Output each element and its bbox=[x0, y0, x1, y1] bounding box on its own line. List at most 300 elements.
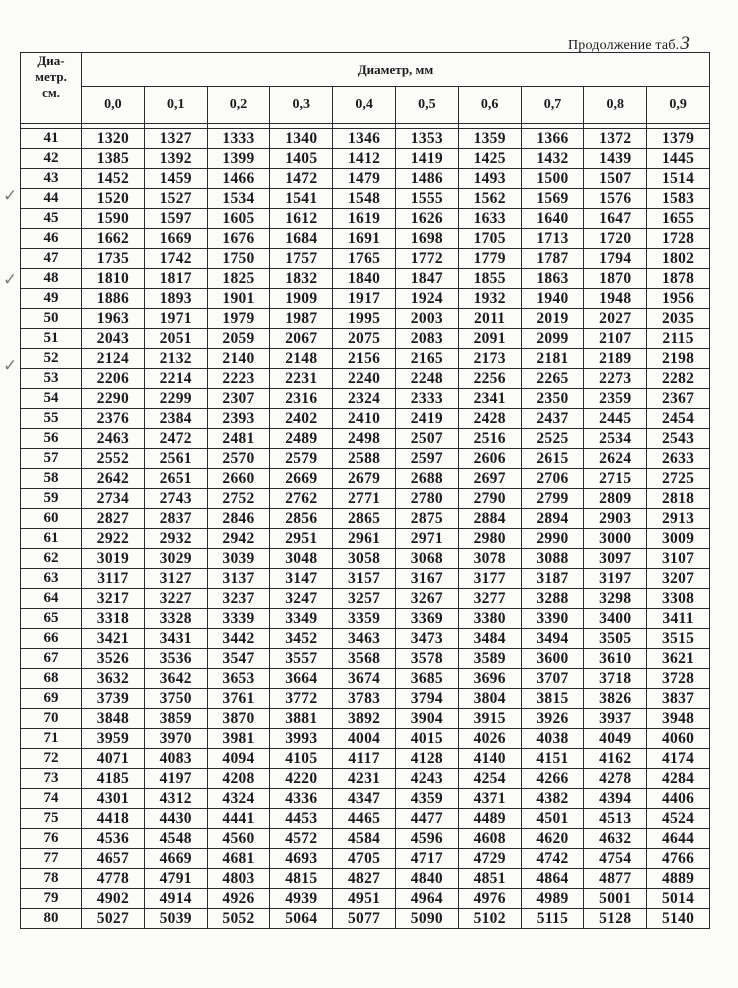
table-cell: 1772 bbox=[395, 249, 458, 269]
table-cell: 1728 bbox=[647, 229, 710, 249]
table-cell: 3484 bbox=[458, 629, 521, 649]
table-cell: 4815 bbox=[270, 869, 333, 889]
table-cell: 2706 bbox=[521, 469, 584, 489]
table-cell: 2198 bbox=[647, 349, 710, 369]
table-cell: 3288 bbox=[521, 589, 584, 609]
table-cell: 2341 bbox=[458, 389, 521, 409]
table-cell: 3568 bbox=[333, 649, 396, 669]
table-cell: 5039 bbox=[144, 909, 207, 929]
table-cell: 4151 bbox=[521, 749, 584, 769]
row-diameter-cm: 71 bbox=[21, 729, 82, 749]
table-cell: 2376 bbox=[82, 409, 145, 429]
row-diameter-cm: 59 bbox=[21, 489, 82, 509]
column-header: 0,6 bbox=[458, 87, 521, 124]
table-row bbox=[21, 629, 710, 649]
check-mark-icon: ✓ bbox=[3, 270, 18, 290]
table-cell: 5102 bbox=[458, 909, 521, 929]
table-cell: 4382 bbox=[521, 789, 584, 809]
table-cell: 1995 bbox=[333, 309, 396, 329]
table-cell: 3926 bbox=[521, 709, 584, 729]
table-cell: 2809 bbox=[584, 489, 647, 509]
table-cell: 1940 bbox=[521, 289, 584, 309]
table-cell: 1932 bbox=[458, 289, 521, 309]
column-header: 0,4 bbox=[333, 87, 396, 124]
table-cell: 3547 bbox=[207, 649, 270, 669]
row-diameter-cm: 47 bbox=[21, 249, 82, 269]
table-cell: 2588 bbox=[333, 449, 396, 469]
table-cell: 4231 bbox=[333, 769, 396, 789]
table-cell: 4560 bbox=[207, 829, 270, 849]
table-cell: 1541 bbox=[270, 189, 333, 209]
table-cell: 1425 bbox=[458, 149, 521, 169]
table-cell: 5064 bbox=[270, 909, 333, 929]
table-cell: 3328 bbox=[144, 609, 207, 629]
table-cell: 1372 bbox=[584, 129, 647, 149]
table-cell: 2148 bbox=[270, 349, 333, 369]
table-cell: 1472 bbox=[270, 169, 333, 189]
table-row bbox=[21, 489, 710, 509]
table-cell: 3632 bbox=[82, 669, 145, 689]
table-cell: 1886 bbox=[82, 289, 145, 309]
table-cell: 1787 bbox=[521, 249, 584, 269]
row-diameter-cm: 54 bbox=[21, 389, 82, 409]
table-cell: 5052 bbox=[207, 909, 270, 929]
table-cell: 2837 bbox=[144, 509, 207, 529]
table-cell: 2181 bbox=[521, 349, 584, 369]
table-row bbox=[21, 869, 710, 889]
table-cell: 1956 bbox=[647, 289, 710, 309]
table-cell: 2107 bbox=[584, 329, 647, 349]
table-cell: 4524 bbox=[647, 809, 710, 829]
corner-header bbox=[21, 53, 82, 124]
table-cell: 3177 bbox=[458, 569, 521, 589]
table-cell: 3515 bbox=[647, 629, 710, 649]
table-cell: 1757 bbox=[270, 249, 333, 269]
table-cell: 4584 bbox=[333, 829, 396, 849]
table-cell: 1863 bbox=[521, 269, 584, 289]
table-row bbox=[21, 889, 710, 909]
table-cell: 4243 bbox=[395, 769, 458, 789]
table-cell: 4729 bbox=[458, 849, 521, 869]
table-cell: 4220 bbox=[270, 769, 333, 789]
table-cell: 1909 bbox=[270, 289, 333, 309]
table-cell: 2290 bbox=[82, 389, 145, 409]
table-cell: 2324 bbox=[333, 389, 396, 409]
row-diameter-cm: 64 bbox=[21, 589, 82, 609]
table-cell: 3707 bbox=[521, 669, 584, 689]
table-cell: 3217 bbox=[82, 589, 145, 609]
table-cell: 3452 bbox=[270, 629, 333, 649]
table-cell: 4501 bbox=[521, 809, 584, 829]
table-cell: 4060 bbox=[647, 729, 710, 749]
row-diameter-cm: 56 bbox=[21, 429, 82, 449]
table-cell: 3137 bbox=[207, 569, 270, 589]
table-cell: 4094 bbox=[207, 749, 270, 769]
table-cell: 3308 bbox=[647, 589, 710, 609]
table-cell: 2299 bbox=[144, 389, 207, 409]
table-cell: 1979 bbox=[207, 309, 270, 329]
table-cell: 3107 bbox=[647, 549, 710, 569]
table-cell: 2359 bbox=[584, 389, 647, 409]
table-row bbox=[21, 349, 710, 369]
table-row bbox=[21, 149, 710, 169]
table-cell: 2971 bbox=[395, 529, 458, 549]
table-cell: 2156 bbox=[333, 349, 396, 369]
table-cell: 3277 bbox=[458, 589, 521, 609]
table-cell: 2132 bbox=[144, 349, 207, 369]
table-cell: 2273 bbox=[584, 369, 647, 389]
table-cell: 2951 bbox=[270, 529, 333, 549]
row-diameter-cm: 60 bbox=[21, 509, 82, 529]
table-row bbox=[21, 689, 710, 709]
table-cell: 1392 bbox=[144, 149, 207, 169]
table-cell: 2231 bbox=[270, 369, 333, 389]
column-header: 0,0 bbox=[82, 87, 145, 124]
table-cell: 1971 bbox=[144, 309, 207, 329]
table-cell: 3473 bbox=[395, 629, 458, 649]
table-cell: 4284 bbox=[647, 769, 710, 789]
table-cell: 2265 bbox=[521, 369, 584, 389]
table-cell: 2428 bbox=[458, 409, 521, 429]
table-cell: 3167 bbox=[395, 569, 458, 589]
table-row bbox=[21, 209, 710, 229]
table-cell: 2743 bbox=[144, 489, 207, 509]
table-cell: 3349 bbox=[270, 609, 333, 629]
table-cell: 4278 bbox=[584, 769, 647, 789]
table-cell: 2463 bbox=[82, 429, 145, 449]
table-cell: 3904 bbox=[395, 709, 458, 729]
row-diameter-cm: 46 bbox=[21, 229, 82, 249]
table-cell: 4889 bbox=[647, 869, 710, 889]
table-cell: 4902 bbox=[82, 889, 145, 909]
table-cell: 5140 bbox=[647, 909, 710, 929]
row-diameter-cm: 70 bbox=[21, 709, 82, 729]
table-cell: 4453 bbox=[270, 809, 333, 829]
table-cell: 2894 bbox=[521, 509, 584, 529]
table-cell: 2333 bbox=[395, 389, 458, 409]
table-cell: 4312 bbox=[144, 789, 207, 809]
table-cell: 2027 bbox=[584, 309, 647, 329]
table-cell: 3772 bbox=[270, 689, 333, 709]
table-row bbox=[21, 589, 710, 609]
table-cell: 5001 bbox=[584, 889, 647, 909]
table-cell: 2606 bbox=[458, 449, 521, 469]
table-cell: 4117 bbox=[333, 749, 396, 769]
table-cell: 2725 bbox=[647, 469, 710, 489]
table-row bbox=[21, 729, 710, 749]
table-cell: 3267 bbox=[395, 589, 458, 609]
table-cell: 4394 bbox=[584, 789, 647, 809]
table-cell: 2875 bbox=[395, 509, 458, 529]
table-cell: 1779 bbox=[458, 249, 521, 269]
table-cell: 1466 bbox=[207, 169, 270, 189]
table-cell: 3892 bbox=[333, 709, 396, 729]
table-cell: 2189 bbox=[584, 349, 647, 369]
column-header: 0,2 bbox=[207, 87, 270, 124]
table-body bbox=[21, 124, 710, 929]
table-cell: 4657 bbox=[82, 849, 145, 869]
table-cell: 4608 bbox=[458, 829, 521, 849]
table-cell: 3870 bbox=[207, 709, 270, 729]
row-diameter-cm: 66 bbox=[21, 629, 82, 649]
table-cell: 4140 bbox=[458, 749, 521, 769]
table-cell: 4791 bbox=[144, 869, 207, 889]
table-cell: 3369 bbox=[395, 609, 458, 629]
table-cell: 3610 bbox=[584, 649, 647, 669]
table-cell: 4477 bbox=[395, 809, 458, 829]
table-cell: 3088 bbox=[521, 549, 584, 569]
table-cell: 1583 bbox=[647, 189, 710, 209]
table-cell: 3981 bbox=[207, 729, 270, 749]
table-cell: 2214 bbox=[144, 369, 207, 389]
table-cell: 2091 bbox=[458, 329, 521, 349]
table-cell: 1514 bbox=[647, 169, 710, 189]
corner-line-1: Диа- bbox=[37, 53, 65, 68]
table-cell: 4742 bbox=[521, 849, 584, 869]
table-cell: 2165 bbox=[395, 349, 458, 369]
table-cell: 1493 bbox=[458, 169, 521, 189]
table-cell: 2059 bbox=[207, 329, 270, 349]
table-cell: 3937 bbox=[584, 709, 647, 729]
table-cell: 4766 bbox=[647, 849, 710, 869]
table-cell: 2140 bbox=[207, 349, 270, 369]
table-cell: 1647 bbox=[584, 209, 647, 229]
table-cell: 1626 bbox=[395, 209, 458, 229]
table-cell: 5027 bbox=[82, 909, 145, 929]
table-cell: 3653 bbox=[207, 669, 270, 689]
span-title: Диаметр, мм bbox=[82, 53, 710, 87]
row-diameter-cm: 75 bbox=[21, 809, 82, 829]
table-cell: 1479 bbox=[333, 169, 396, 189]
table-cell: 2856 bbox=[270, 509, 333, 529]
table-cell: 3837 bbox=[647, 689, 710, 709]
table-cell: 2075 bbox=[333, 329, 396, 349]
table-cell: 2240 bbox=[333, 369, 396, 389]
table-cell: 3442 bbox=[207, 629, 270, 649]
table-cell: 2942 bbox=[207, 529, 270, 549]
table-cell: 3147 bbox=[270, 569, 333, 589]
table-cell: 4964 bbox=[395, 889, 458, 909]
table-cell: 4406 bbox=[647, 789, 710, 809]
table-cell: 1385 bbox=[82, 149, 145, 169]
row-diameter-cm: 53 bbox=[21, 369, 82, 389]
table-cell: 2799 bbox=[521, 489, 584, 509]
table-cell: 1555 bbox=[395, 189, 458, 209]
table-cell: 3421 bbox=[82, 629, 145, 649]
row-diameter-cm: 55 bbox=[21, 409, 82, 429]
table-row bbox=[21, 829, 710, 849]
table-cell: 1893 bbox=[144, 289, 207, 309]
table-cell: 2410 bbox=[333, 409, 396, 429]
table-cell: 4185 bbox=[82, 769, 145, 789]
table-cell: 4083 bbox=[144, 749, 207, 769]
table-cell: 3237 bbox=[207, 589, 270, 609]
table-cell: 1612 bbox=[270, 209, 333, 229]
table-cell: 2516 bbox=[458, 429, 521, 449]
table-cell: 1569 bbox=[521, 189, 584, 209]
table-cell: 2099 bbox=[521, 329, 584, 349]
table-cell: 2688 bbox=[395, 469, 458, 489]
table-cell: 2507 bbox=[395, 429, 458, 449]
table-row bbox=[21, 749, 710, 769]
table-cell: 3247 bbox=[270, 589, 333, 609]
table-cell: 2256 bbox=[458, 369, 521, 389]
row-diameter-cm: 61 bbox=[21, 529, 82, 549]
table-cell: 1605 bbox=[207, 209, 270, 229]
table-cell: 4717 bbox=[395, 849, 458, 869]
table-cell: 2489 bbox=[270, 429, 333, 449]
table-cell: 2019 bbox=[521, 309, 584, 329]
table-cell: 2035 bbox=[647, 309, 710, 329]
table-cell: 4827 bbox=[333, 869, 396, 889]
table-cell: 2790 bbox=[458, 489, 521, 509]
table-row bbox=[21, 609, 710, 629]
table-cell: 3339 bbox=[207, 609, 270, 629]
table-row bbox=[21, 409, 710, 429]
table-cell: 1439 bbox=[584, 149, 647, 169]
table-cell: 2402 bbox=[270, 409, 333, 429]
table-cell: 1633 bbox=[458, 209, 521, 229]
table-cell: 1662 bbox=[82, 229, 145, 249]
table-cell: 1507 bbox=[584, 169, 647, 189]
table-cell: 1878 bbox=[647, 269, 710, 289]
table-cell: 3970 bbox=[144, 729, 207, 749]
table-cell: 1562 bbox=[458, 189, 521, 209]
table-cell: 1359 bbox=[458, 129, 521, 149]
table-cell: 2570 bbox=[207, 449, 270, 469]
table-row bbox=[21, 329, 710, 349]
table-cell: 3400 bbox=[584, 609, 647, 629]
table-cell: 2771 bbox=[333, 489, 396, 509]
corner-line-3: см. bbox=[42, 85, 60, 100]
row-diameter-cm: 48 bbox=[21, 269, 82, 289]
table-cell: 3804 bbox=[458, 689, 521, 709]
check-mark-icon: ✓ bbox=[3, 356, 18, 376]
table-cell: 4336 bbox=[270, 789, 333, 809]
table-cell: 3097 bbox=[584, 549, 647, 569]
table-cell: 2350 bbox=[521, 389, 584, 409]
table-cell: 4644 bbox=[647, 829, 710, 849]
table-cell: 2067 bbox=[270, 329, 333, 349]
table-cell: 3009 bbox=[647, 529, 710, 549]
table-cell: 2561 bbox=[144, 449, 207, 469]
table-cell: 4939 bbox=[270, 889, 333, 909]
table-cell: 3187 bbox=[521, 569, 584, 589]
table-cell: 3915 bbox=[458, 709, 521, 729]
table-cell: 2282 bbox=[647, 369, 710, 389]
table-row bbox=[21, 269, 710, 289]
table-cell: 2525 bbox=[521, 429, 584, 449]
table-cell: 2579 bbox=[270, 449, 333, 469]
table-cell: 1669 bbox=[144, 229, 207, 249]
table-cell: 5077 bbox=[333, 909, 396, 929]
table-cell: 1379 bbox=[647, 129, 710, 149]
table-cell: 1794 bbox=[584, 249, 647, 269]
table-cell: 2543 bbox=[647, 429, 710, 449]
table-cell: 5115 bbox=[521, 909, 584, 929]
table-cell: 4004 bbox=[333, 729, 396, 749]
table-row bbox=[21, 809, 710, 829]
table-cell: 4536 bbox=[82, 829, 145, 849]
table-cell: 4026 bbox=[458, 729, 521, 749]
table-cell: 3207 bbox=[647, 569, 710, 589]
table-cell: 4430 bbox=[144, 809, 207, 829]
table-cell: 4324 bbox=[207, 789, 270, 809]
table-cell: 1750 bbox=[207, 249, 270, 269]
table-cell: 1445 bbox=[647, 149, 710, 169]
table-cell: 2445 bbox=[584, 409, 647, 429]
table-cell: 1419 bbox=[395, 149, 458, 169]
column-header: 0,1 bbox=[144, 87, 207, 124]
table-cell: 1847 bbox=[395, 269, 458, 289]
row-diameter-cm: 49 bbox=[21, 289, 82, 309]
column-header: 0,8 bbox=[584, 87, 647, 124]
table-cell: 2734 bbox=[82, 489, 145, 509]
table-cell: 1346 bbox=[333, 129, 396, 149]
row-diameter-cm: 79 bbox=[21, 889, 82, 909]
table-cell: 2932 bbox=[144, 529, 207, 549]
table-cell: 3674 bbox=[333, 669, 396, 689]
table-cell: 2498 bbox=[333, 429, 396, 449]
row-diameter-cm: 76 bbox=[21, 829, 82, 849]
table-cell: 3621 bbox=[647, 649, 710, 669]
table-cell: 4754 bbox=[584, 849, 647, 869]
column-header: 0,5 bbox=[395, 87, 458, 124]
table-row bbox=[21, 529, 710, 549]
table-cell: 3739 bbox=[82, 689, 145, 709]
table-row bbox=[21, 389, 710, 409]
table-cell: 1917 bbox=[333, 289, 396, 309]
diameter-table bbox=[20, 52, 710, 929]
table-row bbox=[21, 789, 710, 809]
table-cell: 2384 bbox=[144, 409, 207, 429]
row-diameter-cm: 69 bbox=[21, 689, 82, 709]
table-cell: 3463 bbox=[333, 629, 396, 649]
table-cell: 2827 bbox=[82, 509, 145, 529]
table-cell: 2419 bbox=[395, 409, 458, 429]
table-cell: 1698 bbox=[395, 229, 458, 249]
table-cell: 4877 bbox=[584, 869, 647, 889]
table-cell: 1500 bbox=[521, 169, 584, 189]
table-cell: 3029 bbox=[144, 549, 207, 569]
table-row bbox=[21, 229, 710, 249]
table-cell: 1527 bbox=[144, 189, 207, 209]
table-cell: 2780 bbox=[395, 489, 458, 509]
table-cell: 3948 bbox=[647, 709, 710, 729]
table-cell: 3298 bbox=[584, 589, 647, 609]
table-cell: 3761 bbox=[207, 689, 270, 709]
table-cell: 3039 bbox=[207, 549, 270, 569]
row-diameter-cm: 67 bbox=[21, 649, 82, 669]
column-header: 0,3 bbox=[270, 87, 333, 124]
row-diameter-cm: 62 bbox=[21, 549, 82, 569]
table-cell: 3431 bbox=[144, 629, 207, 649]
table-cell: 4681 bbox=[207, 849, 270, 869]
check-mark-icon: ✓ bbox=[3, 186, 18, 206]
table-row bbox=[21, 189, 710, 209]
row-diameter-cm: 65 bbox=[21, 609, 82, 629]
table-cell: 1676 bbox=[207, 229, 270, 249]
table-cell: 3578 bbox=[395, 649, 458, 669]
table-cell: 3197 bbox=[584, 569, 647, 589]
caption-number: 3 bbox=[680, 33, 691, 54]
table-cell: 3783 bbox=[333, 689, 396, 709]
table-cell: 3058 bbox=[333, 549, 396, 569]
table-cell: 1576 bbox=[584, 189, 647, 209]
table-row bbox=[21, 769, 710, 789]
table-row bbox=[21, 369, 710, 389]
table-cell: 2697 bbox=[458, 469, 521, 489]
